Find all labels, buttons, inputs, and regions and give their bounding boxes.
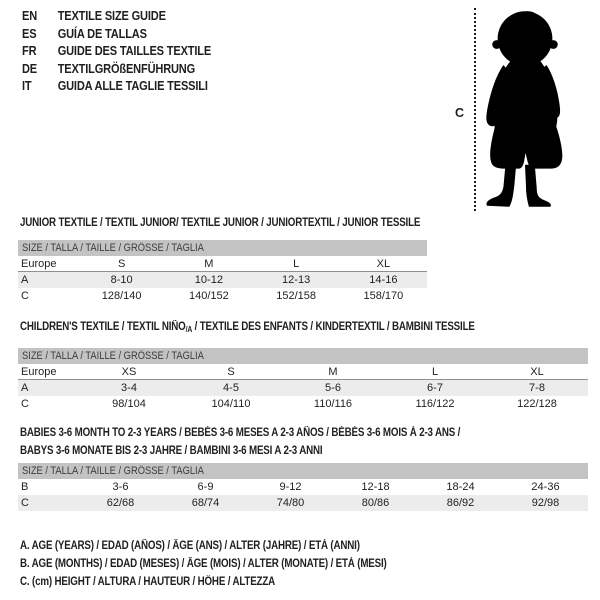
- title-segment: BABIES 3-6 MONTH TO 2-3 YEARS / BEBÉS 3-6 MESES A 2-3 AÑOS / BÉBÉS 3-6 MOIS À 2-3 ANS /: [20, 427, 461, 439]
- language-row: [22, 77, 244, 95]
- size-cell: 74/80: [276, 497, 305, 509]
- row-label: C: [21, 290, 29, 302]
- size-cell: S: [227, 365, 235, 378]
- size-cell: 140/152: [188, 290, 229, 302]
- table-body: [18, 364, 588, 412]
- table-title-line: [20, 442, 588, 460]
- size-cell: 9-12: [279, 481, 302, 493]
- size-cell: 4-5: [223, 382, 239, 394]
- language-title: GUIDA ALLE TAGLIE TESSILI: [57, 78, 208, 94]
- table-row: [18, 364, 588, 380]
- size-cell: M: [204, 257, 214, 270]
- language-title: TEXTILGRÖßENFÜHRUNG: [57, 60, 196, 76]
- size-cell: 116/122: [415, 398, 455, 410]
- size-cell: 62/68: [106, 497, 135, 509]
- size-cell: 86/92: [446, 497, 475, 509]
- size-cell: 6-9: [197, 481, 214, 493]
- size-cell: L: [431, 365, 439, 378]
- footnote-b: [20, 555, 451, 573]
- title-segment: JUNIOR TEXTILE / TEXTIL JUNIOR/ TEXTILE JUNIOR / JUNIORTEXTIL / JUNIOR TESSILE: [20, 217, 421, 229]
- row-label: Europe: [21, 365, 57, 378]
- language-row: [22, 42, 244, 60]
- size-cell: 18-24: [446, 481, 475, 493]
- size-cell: 152/158: [276, 290, 316, 302]
- size-cell: 80/86: [361, 497, 390, 509]
- size-cell: 92/98: [531, 497, 560, 509]
- language-row: [22, 25, 244, 43]
- size-cell: 14-16: [369, 274, 398, 286]
- junior-size-table: [18, 214, 427, 304]
- row-label: C: [21, 497, 29, 509]
- size-cell: 6-7: [427, 382, 443, 394]
- table-body: [18, 479, 588, 511]
- size-header-bar: [18, 240, 427, 256]
- size-cell: XL: [530, 365, 544, 378]
- table-row: [18, 272, 427, 288]
- size-header-label: SIZE / TALLA / TAILLE / GRÖSSE / TAGLIA: [22, 465, 204, 477]
- height-label-c: C: [455, 106, 465, 120]
- title-segment: /A: [185, 325, 193, 334]
- table-body: [18, 256, 427, 304]
- footnote-a-text: A. AGE (YEARS) / EDAD (AÑOS) / ÂGE (ANS) / ALTER (JAHRE) / ETÀ (ANNI): [20, 540, 360, 552]
- table-row: [18, 495, 588, 511]
- footnote-b-text: B. AGE (MONTHS) / EDAD (MESES) / ÂGE (MOIS) / ALTER (MONATE) / ETÀ (MESI): [20, 558, 387, 570]
- table-row: [18, 479, 588, 495]
- table-title-line: [20, 424, 588, 442]
- size-cell: 8-10: [110, 274, 133, 286]
- language-row: [22, 60, 244, 78]
- table-row: [18, 380, 588, 396]
- language-title: GUÍA DE TALLAS: [57, 25, 147, 41]
- language-title: GUIDE DES TAILLES TEXTILE: [57, 43, 212, 59]
- row-label: B: [21, 481, 29, 493]
- size-cell: S: [117, 257, 126, 270]
- size-cell: 12-18: [361, 481, 390, 493]
- row-label: A: [21, 382, 29, 394]
- row-label: Europe: [21, 257, 57, 270]
- footnote-a: [20, 537, 451, 555]
- height-dashed-line: [474, 8, 476, 211]
- size-header-bar: [18, 348, 588, 364]
- table-title: [20, 214, 427, 232]
- footnote-c-text: C. (cm) HEIGHT / ALTURA / HAUTEUR / HÖHE / ALTEZZA: [20, 576, 276, 588]
- size-cell: 3-4: [121, 382, 137, 394]
- size-cell: 24-36: [531, 481, 560, 493]
- size-cell: 10-12: [194, 274, 223, 286]
- children-size-table: [18, 318, 588, 412]
- size-cell: 128/140: [101, 290, 142, 302]
- size-cell: L: [293, 257, 300, 270]
- table-title: [20, 318, 588, 339]
- size-cell: 3-6: [112, 481, 129, 493]
- language-header: [22, 7, 244, 95]
- table-title-line: [20, 318, 588, 339]
- size-header-label: SIZE / TALLA / TAILLE / GRÖSSE / TAGLIA: [22, 350, 204, 362]
- size-cell: 68/74: [191, 497, 220, 509]
- language-title: TEXTILE SIZE GUIDE: [57, 8, 166, 23]
- size-header-bar: [18, 463, 588, 479]
- title-segment: BABYS 3-6 MONATE BIS 2-3 JAHRE / BAMBINI 3-6 MESI A 2-3 ANNI: [20, 445, 323, 457]
- title-segment: CHILDREN'S TEXTILE / TEXTIL NIÑO: [20, 321, 186, 333]
- size-header-label: SIZE / TALLA / TAILLE / GRÖSSE / TAGLIA: [22, 242, 204, 254]
- babies-size-table: [18, 424, 588, 511]
- language-row: [22, 7, 244, 25]
- table-row: [18, 256, 427, 272]
- size-cell: 122/128: [517, 398, 557, 410]
- size-cell: 7-8: [529, 382, 545, 394]
- table-row: [18, 396, 588, 412]
- size-cell: 110/116: [313, 398, 353, 410]
- row-label: A: [21, 274, 29, 286]
- table-row: [18, 288, 427, 304]
- language-code: IT: [22, 78, 32, 94]
- table-title-line: [20, 214, 427, 232]
- size-cell: 98/104: [112, 398, 146, 410]
- size-cell: 104/110: [211, 398, 251, 410]
- size-cell: 12-13: [282, 274, 311, 286]
- row-label: C: [21, 398, 29, 410]
- size-cell: 5-6: [325, 382, 341, 394]
- language-code: EN: [22, 8, 38, 23]
- language-code: ES: [22, 25, 37, 41]
- footnote-c: [20, 573, 451, 591]
- size-cell: XL: [376, 257, 391, 270]
- title-segment: / TEXTILE DES ENFANTS / KINDERTEXTIL / BAMBINI TESSILE: [192, 321, 475, 333]
- size-cell: 158/170: [363, 290, 404, 302]
- size-cell: M: [328, 365, 338, 378]
- table-title: [20, 424, 588, 460]
- language-code: DE: [22, 60, 38, 76]
- language-code: FR: [22, 43, 37, 59]
- baby-silhouette: [482, 9, 568, 209]
- footnotes: [20, 537, 451, 591]
- size-cell: XS: [121, 365, 137, 378]
